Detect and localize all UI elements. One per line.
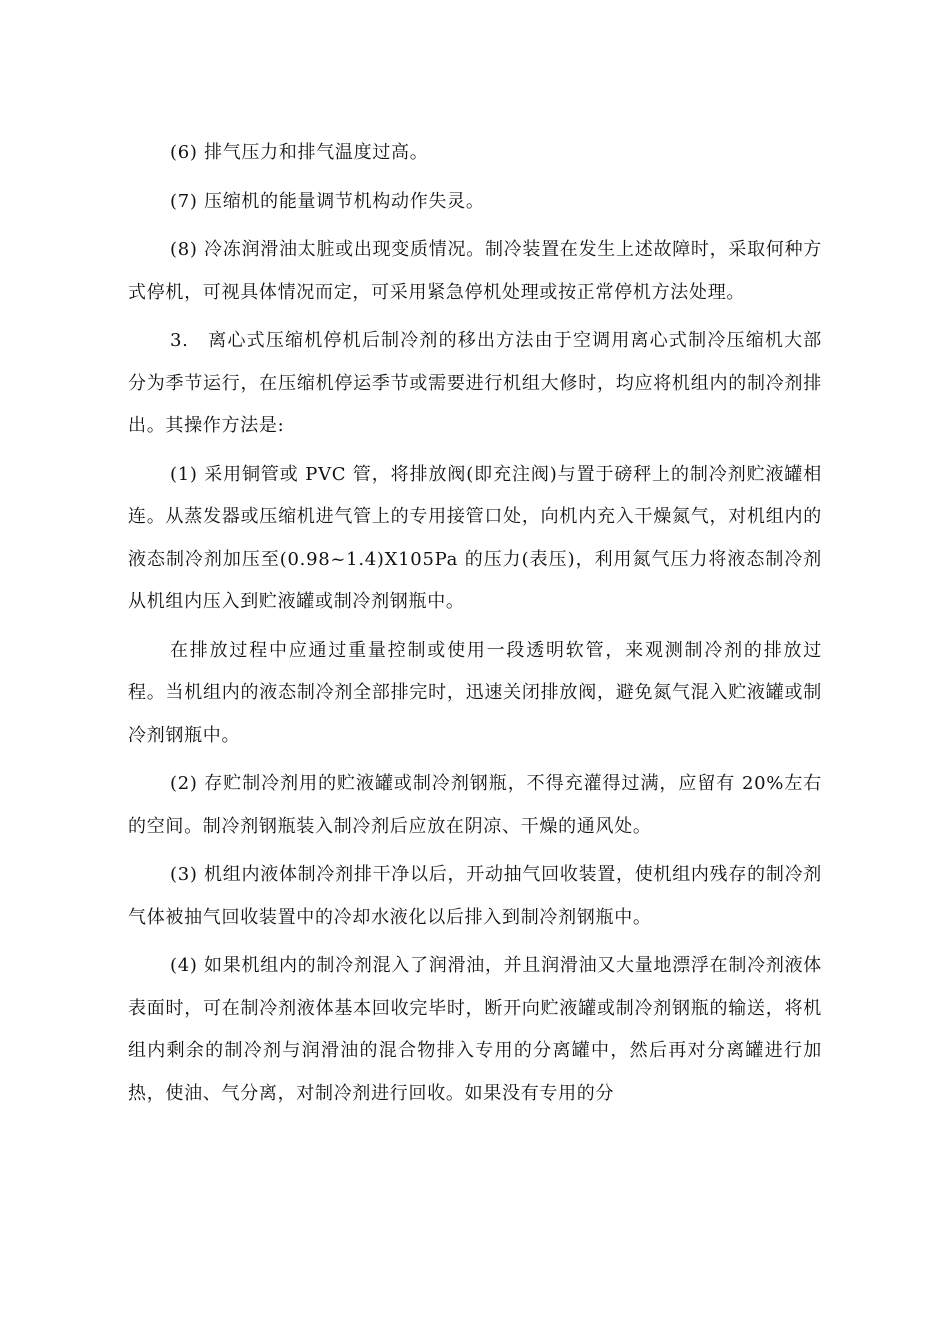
paragraph-step-1: (1) 采用铜管或 PVC 管，将排放阀(即充注阀)与置于磅秤上的制冷剂贮液罐相连。从蒸发器或压缩机进气管上的专用接管口处，向机内充入干燥氮气，对机组内的液态制冷剂加压至(0.98~1.4)X105Pa 的压力(表压)，利用氮气压力将液态制冷剂从机组内压入到贮液罐或制冷剂钢瓶中。: [128, 463, 822, 612]
paragraph-item-7: (7) 压缩机的能量调节机构动作失灵。: [170, 190, 485, 212]
document-body: [128, 132, 822, 1115]
paragraph-step-2: (2) 存贮制冷剂用的贮液罐或制冷剂钢瓶，不得充灌得过满，应留有 20%左右的空间。制冷剂钢瓶装入制冷剂后应放在阴凉、干燥的通风处。: [128, 773, 822, 837]
paragraph-item-6: (6) 排气压力和排气温度过高。: [170, 142, 429, 163]
paragraph-step-4: (4) 如果机组内的制冷剂混入了润滑油，并且润滑油又大量地漂浮在制冷剂液体表面时，可在制冷剂液体基本回收完毕时，断开向贮液罐或制冷剂钢瓶的输送，将机组内剩余的制冷剂与润滑油的混合物排入专用的分离罐中，然后再对分离罐进行加热，使油、气分离，对制冷剂进行回收。如果没有专用的分: [128, 955, 822, 1104]
paragraph-item-8: (8) 冷冻润滑油太脏或出现变质情况。制冷装置在发生上述故障时，采取何种方式停机，可视具体情况而定，可采用紧急停机处理或按正常停机方法处理。: [128, 239, 822, 303]
paragraph-step-3: (3) 机组内液体制冷剂排干净以后，开动抽气回收装置，使机组内残存的制冷剂气体被抽气回收装置中的冷却水液化以后排入到制冷剂钢瓶中。: [128, 864, 822, 928]
paragraph-discharge-process: 在排放过程中应通过重量控制或使用一段透明软管，来观测制冷剂的排放过程。当机组内的液态制冷剂全部排完时，迅速关闭排放阀，避免氮气混入贮液罐或制冷剂钢瓶中。: [128, 639, 822, 746]
paragraph-section-3: 3. 离心式压缩机停机后制冷剂的移出方法由于空调用离心式制冷压缩机大部分为季节运行，在压缩机停运季节或需要进行机组大修时，均应将机组内的制冷剂排出。其操作方法是:: [128, 330, 822, 436]
